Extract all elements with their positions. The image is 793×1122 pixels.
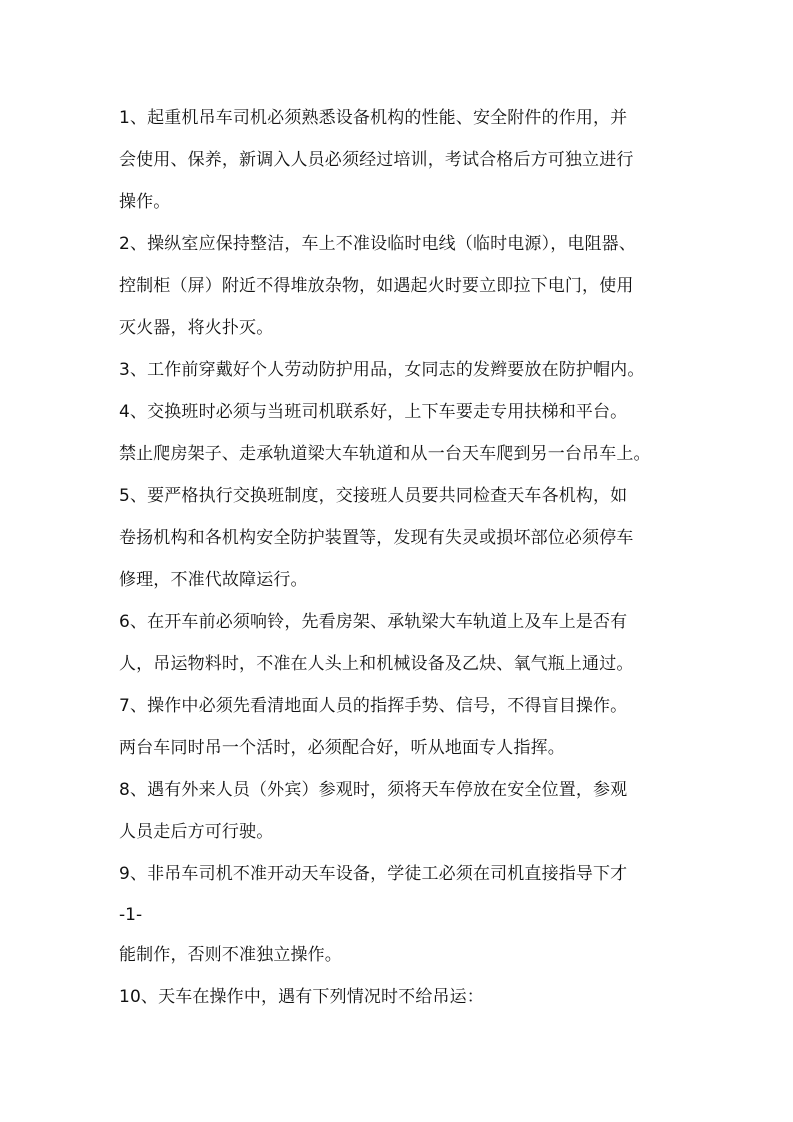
text-line: 卷扬机构和各机构安全防护装置等，发现有失灵或损坏部位必须停车 [119,528,634,548]
text-line: 7、操作中必须先看清地面人员的指挥手势、信号，不得盲目操作。 [119,696,628,716]
text-line: 能制作，否则不准独立操作。 [119,945,342,965]
text-line: 6、在开车前必须响铃，先看房架、承轨梁大车轨道上及车上是否有 [119,612,628,632]
text-line: 人，吊运物料时，不准在人头上和机械设备及乙炔、氧气瓶上通过。 [119,654,634,674]
text-line: 修理，不准代故障运行。 [119,570,308,590]
text-line: 灭火器，将火扑灭。 [119,318,274,338]
text-line: 4、交换班时必须与当班司机联系好，上下车要走专用扶梯和平台。 [119,402,628,422]
text-line: 控制柜（屏）附近不得堆放杂物，如遇起火时要立即拉下电门，使用 [119,276,634,296]
text-line: 禁止爬房架子、走承轨道梁大车轨道和从一台天车爬到另一台吊车上。 [119,444,651,464]
text-line: 操作。 [119,192,171,212]
text-line: 3、工作前穿戴好个人劳动防护用品，女同志的发辫要放在防护帽内。 [119,360,645,380]
text-line: 会使用、保养，新调入人员必须经过培训，考试合格后方可独立进行 [119,150,634,170]
text-line: 2、操纵室应保持整洁，车上不准设临时电线（临时电源），电阻器、 [119,234,636,254]
text-line: 两台车同时吊一个活时，必须配合好，听从地面专人指挥。 [119,738,565,758]
page-number: -1- [119,905,143,925]
text-line: 10、天车在操作中，遇有下列情况时不给吊运： [119,987,484,1007]
text-line: 5、要严格执行交换班制度，交接班人员要共同检查天车各机构，如 [119,486,628,506]
text-line: 人员走后方可行驶。 [119,822,274,842]
text-line: 9、非吊车司机不准开动天车设备，学徒工必须在司机直接指导下才 [119,864,628,884]
text-line: 8、遇有外来人员（外宾）参观时，须将天车停放在安全位置，参观 [119,780,628,800]
text-line: 1、起重机吊车司机必须熟悉设备机构的性能、安全附件的作用，并 [119,108,628,128]
